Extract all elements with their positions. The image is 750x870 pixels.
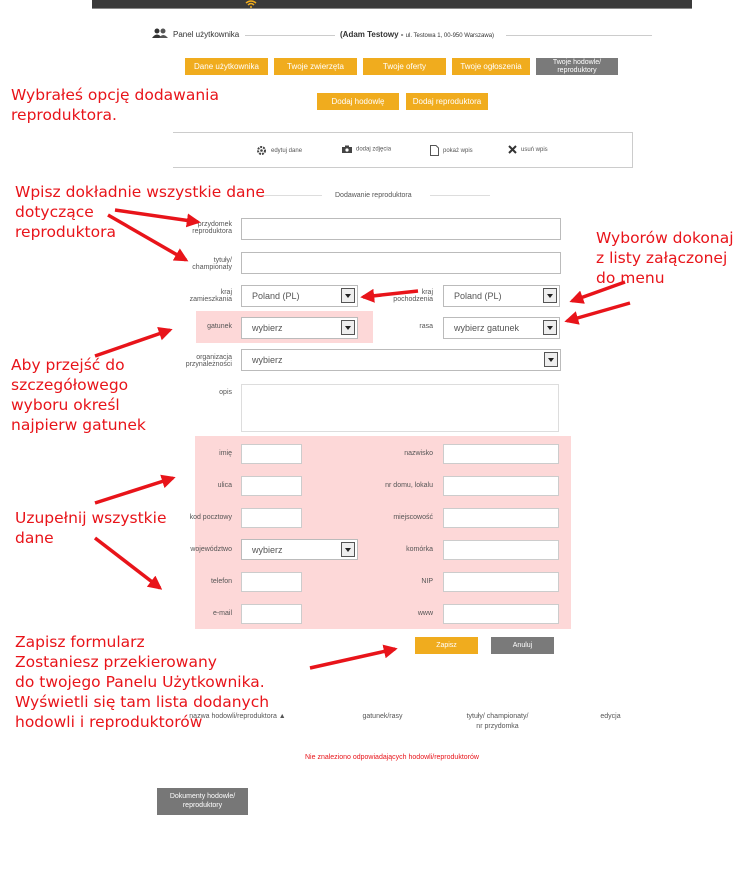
add-photos-label: dodaj zdjęcia — [356, 146, 392, 153]
street-label: ulica — [217, 482, 232, 489]
arrow-to-breed — [567, 303, 630, 321]
annotation-complete-all-line1: Uzupełnij wszystkie — [15, 509, 167, 527]
section-title: Dodawanie reproduktora — [335, 192, 412, 199]
documents-button-label-2: reproduktory — [182, 802, 223, 809]
annotation-species-first-line3: wyboru określ — [11, 396, 120, 414]
add-stud-button[interactable]: Dodaj reproduktora — [406, 93, 488, 110]
annotation-save-line5: hodowli i reproduktorów — [15, 713, 203, 731]
annotation-select-list-line2: z listy załączonej — [596, 249, 728, 267]
user-name: (Adam Testowy - — [340, 30, 404, 39]
annotation-species-first-line2: szczegółowego — [11, 376, 129, 394]
country-residence-value: Poland (PL) — [252, 291, 300, 301]
voivodeship-value: wybierz — [252, 545, 283, 555]
phone-label: telefon — [210, 578, 232, 585]
nip-label: NIP — [421, 578, 433, 585]
annotation-fill-data-line3: reproduktora — [15, 223, 116, 241]
tab-offers[interactable]: Twoje oferty — [363, 58, 446, 75]
show-entry-label: pokaż wpis — [443, 148, 473, 155]
titles-label-1: tytuły/ — [213, 257, 232, 264]
column-header-edit: edycja — [600, 713, 621, 720]
column-header-name[interactable]: nazwa hodowli/reproduktora ▲ — [189, 713, 286, 720]
www-label: www — [417, 610, 433, 617]
tab-kennels-label-2: reproduktory — [557, 67, 597, 74]
house-number-label: nr domu, lokalu — [385, 482, 433, 489]
annotation-complete-all-line2: dane — [15, 529, 54, 547]
annotation-fill-data-line1: Wpisz dokładnie wszystkie dane — [15, 183, 265, 201]
arrow-to-contact — [95, 478, 173, 503]
city-label: miejscowość — [393, 514, 433, 521]
user-address: ul. Testowa 1, 00-950 Warszawa) — [405, 33, 495, 39]
arrow-to-save — [310, 649, 395, 668]
postcode-label: kod pocztowy — [189, 514, 232, 521]
country-origin-label-1: kraj — [421, 289, 433, 296]
arrow-to-country-residence — [363, 291, 418, 297]
annotation-save-line3: do twojego Panelu Użytkownika. — [15, 673, 265, 691]
organization-label-2: przynależności — [185, 361, 232, 368]
description-label: opis — [219, 389, 232, 396]
organization-value: wybierz — [252, 355, 283, 365]
species-value: wybierz — [252, 323, 283, 333]
delete-entry-label: usuń wpis — [521, 147, 548, 154]
mobile-label: komórka — [406, 546, 433, 553]
tab-ads[interactable]: Twoje ogłoszenia — [452, 58, 530, 75]
country-residence-label-1: kraj — [220, 289, 232, 296]
tab-kennels-label-1: Twoje hodowle/ — [552, 59, 602, 66]
annotation-species-first-line1: Aby przejść do — [11, 356, 125, 374]
column-header-species[interactable]: gatunek/rasy — [362, 713, 403, 720]
annotation-select-list-line3: do menu — [596, 269, 665, 287]
empty-results-message: Nie znaleziono odpowiadających hodowli/reproduktorów — [305, 754, 479, 761]
titles-label-2: championaty — [192, 264, 232, 271]
name-label-1: przydomek — [197, 221, 232, 228]
tab-user-data[interactable]: Dane użytkownika — [185, 58, 268, 75]
arrow-to-titles — [108, 215, 186, 260]
column-header-titles-2: nr przydomka — [476, 723, 519, 730]
organization-label-1: organizacja — [196, 354, 232, 361]
annotation-save-line4: Wyświetli się tam lista dodanych — [15, 693, 270, 711]
save-button[interactable]: Zapisz — [415, 637, 478, 654]
panel-title: Panel użytkownika — [173, 30, 240, 39]
last-name-label: nazwisko — [404, 450, 433, 457]
country-residence-label-2: zamieszkania — [189, 296, 232, 303]
arrow-to-contact-lower — [95, 538, 160, 588]
tab-animals[interactable]: Twoje zwierzęta — [274, 58, 357, 75]
documents-button-label-1: Dokumenty hodowle/ — [169, 793, 236, 800]
column-header-titles-1: tytuły/ championaty/ — [466, 713, 529, 720]
annotation-add-stud-line1: Wybrałeś opcję dodawania — [11, 86, 219, 104]
cancel-button[interactable]: Anuluj — [491, 637, 554, 654]
arrow-to-country-origin — [572, 282, 625, 301]
species-label: gatunek — [207, 323, 232, 330]
name-label-2: reproduktora — [192, 228, 232, 235]
annotation-save-line1: Zapisz formularz — [15, 633, 145, 651]
add-kennel-button[interactable]: Dodaj hodowlę — [317, 93, 399, 110]
arrow-to-species — [95, 330, 170, 356]
country-origin-label-2: pochodzenia — [393, 296, 433, 303]
annotation-save-line2: Zostaniesz przekierowany — [15, 653, 217, 671]
breed-label: rasa — [419, 323, 433, 330]
first-name-label: imię — [219, 450, 232, 457]
annotation-species-first-line4: najpierw gatunek — [11, 416, 146, 434]
edit-data-label: edytuj dane — [271, 148, 303, 155]
annotation-select-list-line1: Wyborów dokonaj — [596, 229, 734, 247]
country-origin-value: Poland (PL) — [454, 291, 502, 301]
arrow-to-name — [115, 210, 198, 222]
annotation-add-stud-line2: reproduktora. — [11, 106, 117, 124]
breed-value: wybierz gatunek — [454, 323, 520, 333]
email-label: e-mail — [212, 610, 232, 617]
annotation-fill-data-line2: dotyczące — [15, 203, 94, 221]
voivodeship-label: województwo — [190, 546, 232, 553]
